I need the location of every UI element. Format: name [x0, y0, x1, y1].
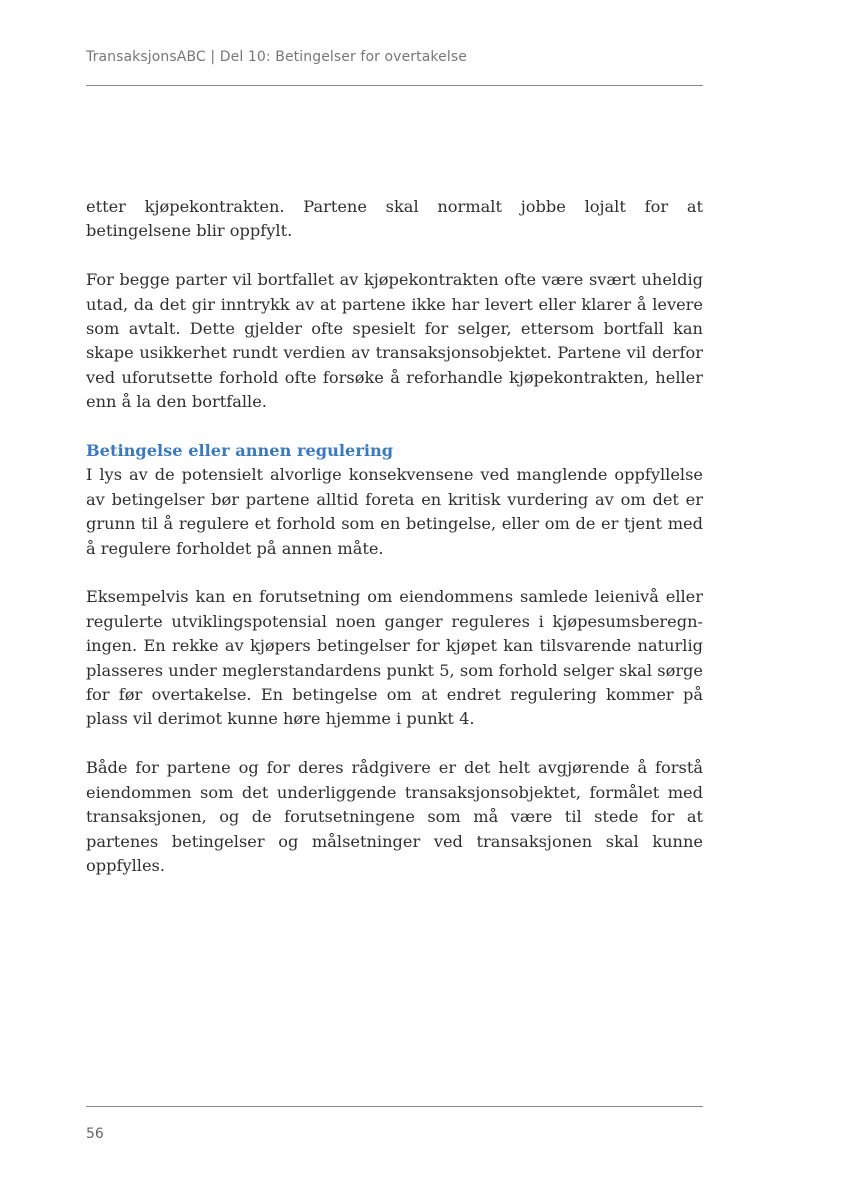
body-paragraph-2: For begge parter vil bortfallet av kjøpekontrakten ofte være svært uheldig utad, da det gir inntrykk av at partene ikke har levert eller klarer å levere som avtalt. Dette gjelder ofte spesielt for selger, ettersom bortfall kan skape usikkerhet rundt verdien av transaksjonsobjektet. Partene vil derfor ved uforutsette forhold ofte forsøke å reforhandle kjøpekontrakten, heller enn å la den bortfalle. [86, 270, 703, 412]
body-paragraph-1: etter kjøpekontrakten. Partene skal normalt jobbe lojalt for at betingelsene blir oppfylt. [86, 197, 703, 241]
running-header: TransaksjonsABC | Del 10: Betingelser for overtakelse [86, 49, 467, 65]
page-number: 56 [86, 1126, 104, 1142]
page-body [86, 195, 703, 903]
footer-divider [86, 1106, 703, 1107]
section-heading: Betingelse eller annen regulering [86, 441, 394, 461]
body-paragraph-3: I lys av de potensielt alvorlige konsekvensene ved manglende oppfyllelse av betingelser bør partene alltid foreta en kritisk vurdering av om det er grunn til å regulere et forhold som en betingelse, eller om de er tjent med å regulere forholdet på annen måte. [86, 465, 703, 558]
header-divider [86, 85, 703, 86]
body-paragraph-4: Eksempelvis kan en forutsetning om eiendommens samlede leienivå eller regulerte utviklingspotensial noen ganger reguleres i kjøpesumsberegningen. En rekke av kjøpers betingelser for kjøpet kan tilsvarende naturlig plasseres under meglerstandardens punkt 5, som forhold selger skal sørge for før overtakelse. En betingelse om at endret regulering kommer på plass vil derimot kunne høre hjemme i punkt 4. [86, 587, 703, 729]
body-paragraph-5: Både for partene og for deres rådgivere er det helt avgjørende å forstå eiendommen som det underliggende transaksjonsobjektet, formålet med transaksjonen, og de forutsetningene som må være til stede for at partenes betingelser og målsetninger ved transaksjonen skal kunne oppfylles. [86, 758, 703, 875]
